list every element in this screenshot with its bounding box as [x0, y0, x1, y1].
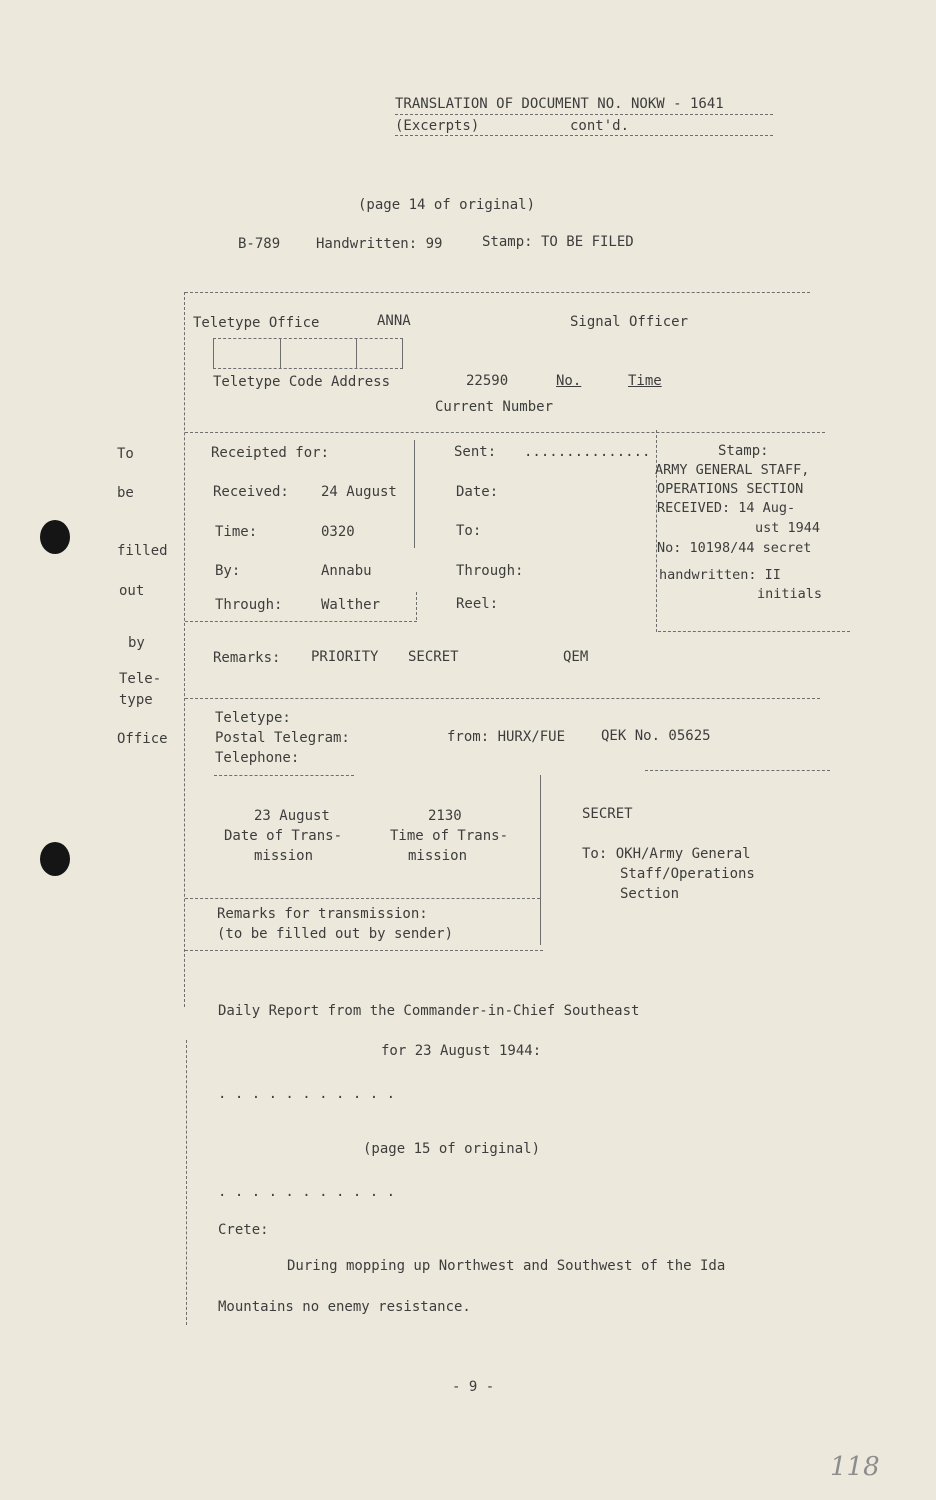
- date-of-transmission-label-2: mission: [254, 848, 314, 864]
- title-underline: [395, 114, 773, 115]
- ellipsis-dots: . . . . . . . . . . .: [218, 1086, 396, 1102]
- code-box-right: [402, 338, 403, 368]
- recipient-line-2: Staff/Operations: [620, 866, 755, 882]
- remarks-transmission-2: (to be filled out by sender): [217, 926, 454, 942]
- reel-label: Reel:: [456, 596, 499, 612]
- remarks-transmission-top: [185, 898, 540, 899]
- handwritten-note: Handwritten: 99: [316, 236, 443, 252]
- code-box-divider-2: [356, 338, 357, 368]
- crete-heading: Crete:: [218, 1222, 269, 1238]
- daily-report-line-1: Daily Report from the Commander-in-Chief Southeast: [218, 1003, 640, 1019]
- stamp-line-1: ARMY GENERAL STAFF,: [655, 462, 810, 478]
- recipient-line-1: To: OKH/Army General: [582, 846, 751, 862]
- telephone-label: Telephone:: [215, 750, 300, 766]
- subtitle-underline: [395, 135, 773, 136]
- signal-officer-label: Signal Officer: [570, 314, 689, 330]
- sent-dots: ...............: [524, 444, 651, 460]
- document-code: B-789: [238, 236, 281, 252]
- received-label: Received:: [213, 484, 289, 500]
- transmission-col-divider: [540, 775, 541, 945]
- page-15-label: (page 15 of original): [363, 1141, 541, 1157]
- page-14-label: (page 14 of original): [358, 197, 536, 213]
- by-value: Annabu: [321, 563, 372, 579]
- time-row-value: 0320: [321, 524, 355, 540]
- remarks-label: Remarks:: [213, 650, 281, 666]
- date-label: Date:: [456, 484, 499, 500]
- qek-number: QEK No. 05625: [601, 728, 711, 744]
- stamp-to-be-filed: Stamp: TO BE FILED: [482, 234, 634, 250]
- side-label-by: by: [128, 635, 145, 651]
- postal-telegram-label: Postal Telegram:: [215, 730, 350, 746]
- date-of-transmission-label-1: Date of Trans-: [224, 828, 343, 844]
- by-label: By:: [215, 563, 241, 579]
- receipted-for-label: Receipted for:: [211, 445, 330, 461]
- no-label: No.: [556, 373, 582, 389]
- form-top-border: [185, 292, 810, 293]
- punch-hole-bottom: [40, 842, 70, 876]
- daily-report-line-2: for 23 August 1944:: [381, 1043, 542, 1059]
- stamp-block-left: [656, 430, 657, 632]
- remarks-qem: QEM: [563, 649, 589, 665]
- stamp-line-6: handwritten: II: [659, 567, 781, 583]
- punch-hole-top: [40, 520, 70, 554]
- remarks-transmission-1: Remarks for transmission:: [217, 906, 428, 922]
- stamp-line-4: ust 1944: [755, 520, 821, 536]
- receipt-bottom-line: [185, 621, 417, 622]
- time-of-transmission-value: 2130: [428, 808, 462, 824]
- body-text-line-2: Mountains no enemy resistance.: [218, 1299, 471, 1315]
- from-value: from: HURX/FUE: [447, 729, 566, 745]
- teletype-label: Teletype:: [215, 710, 291, 726]
- stamp-line-3: RECEIVED: 14 Aug-: [657, 500, 796, 516]
- body-text-line-1: During mopping up Northwest and Southwest of the Ida: [287, 1258, 726, 1274]
- remarks-bottom-line: [185, 698, 820, 699]
- remarks-secret: SECRET: [408, 649, 459, 665]
- stamp-line-7: initials: [757, 586, 823, 602]
- side-label-be: be: [117, 485, 134, 501]
- teletype-office-label: Teletype Office: [193, 315, 320, 331]
- code-box-left: [213, 338, 214, 368]
- side-label-to: To: [117, 446, 134, 462]
- contd-label: cont'd.: [570, 118, 630, 134]
- form-left-border: [184, 292, 185, 1007]
- transmission-top-left: [214, 775, 354, 776]
- code-box-top: [213, 338, 403, 339]
- through2-label: Through:: [456, 563, 524, 579]
- teletype-office-value: ANNA: [377, 313, 411, 329]
- side-label-tele: Tele-: [119, 671, 162, 687]
- stamp-line-2: OPERATIONS SECTION: [657, 481, 804, 497]
- to-label: To:: [456, 523, 482, 539]
- time-label: Time: [628, 373, 662, 389]
- time-of-transmission-label-1: Time of Trans-: [390, 828, 509, 844]
- stamp-block-bottom: [658, 631, 850, 632]
- side-label-type: type: [119, 692, 153, 708]
- side-label-office: Office: [117, 731, 168, 747]
- received-value: 24 August: [321, 484, 397, 500]
- time-row-label: Time:: [215, 524, 258, 540]
- current-number-value: 22590: [466, 373, 509, 389]
- receipt-col-divider-lower: [416, 592, 417, 620]
- side-label-filled: filled: [117, 543, 168, 559]
- document-title: TRANSLATION OF DOCUMENT NO. NOKW - 1641: [395, 96, 724, 112]
- page-number: - 9 -: [452, 1379, 495, 1395]
- code-box-divider-1: [280, 338, 281, 368]
- form-bottom-border: [185, 950, 543, 951]
- secret-label: SECRET: [582, 806, 633, 822]
- excerpts-label: (Excerpts): [395, 118, 480, 134]
- sent-label: Sent:: [454, 444, 497, 460]
- side-label-out: out: [119, 583, 145, 599]
- current-number-label: Current Number: [435, 399, 554, 415]
- ellipsis-dots-2: . . . . . . . . . . .: [218, 1184, 396, 1200]
- stamp-title: Stamp:: [718, 443, 769, 459]
- recipient-line-3: Section: [620, 886, 680, 902]
- time-of-transmission-label-2: mission: [408, 848, 468, 864]
- remarks-priority: PRIORITY: [311, 649, 379, 665]
- date-of-transmission-value: 23 August: [254, 808, 330, 824]
- code-box-bottom: [213, 368, 403, 369]
- through-label: Through:: [215, 597, 283, 613]
- transmission-top-right: [645, 770, 830, 771]
- handwritten-page-number: 118: [830, 1452, 880, 1482]
- stamp-line-5: No: 10198/44 secret: [657, 540, 812, 556]
- receipt-section-top: [185, 432, 825, 433]
- through-value: Walther: [321, 597, 381, 613]
- body-left-margin-line: [186, 1040, 187, 1325]
- receipt-col-divider: [414, 440, 415, 548]
- code-address-label: Teletype Code Address: [213, 374, 391, 390]
